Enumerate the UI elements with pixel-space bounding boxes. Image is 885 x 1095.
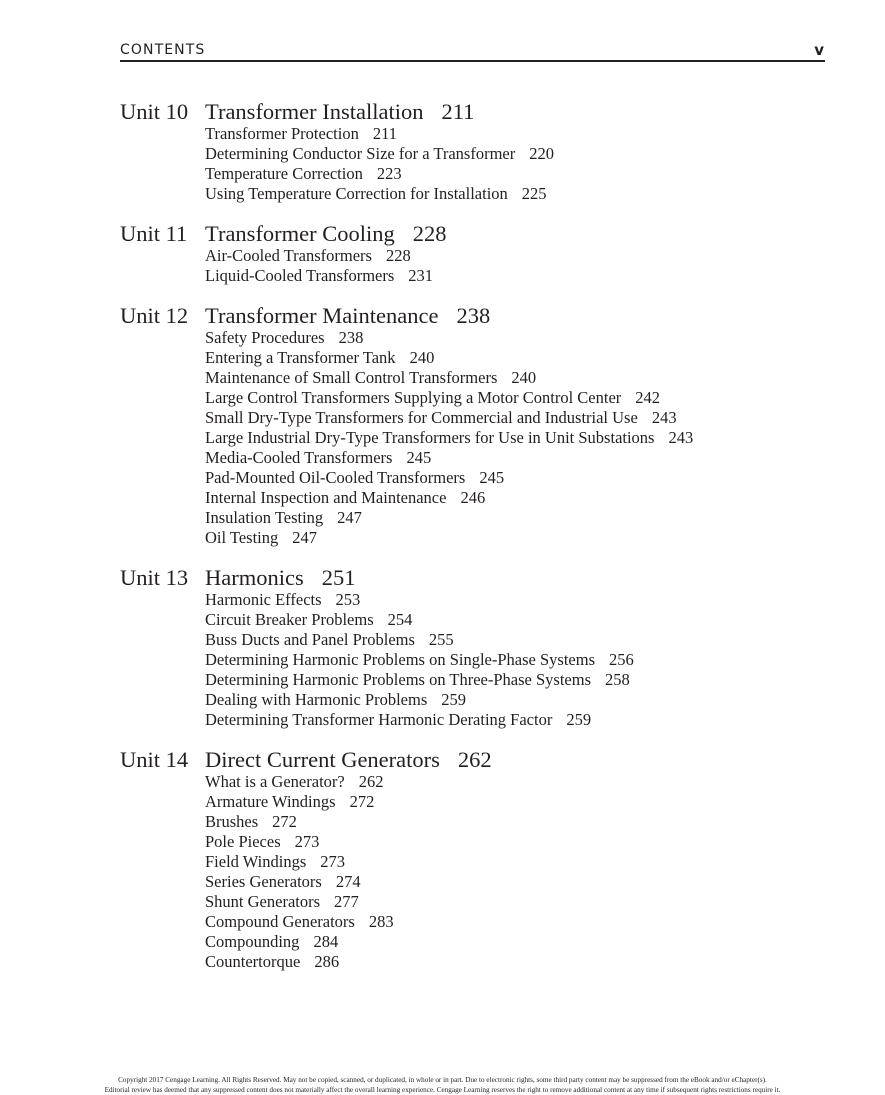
toc-entry [205,368,840,388]
unit-number: Unit 14 [120,747,189,772]
entry-title: Armature Windings [205,792,336,811]
toc-entry [205,792,840,812]
unit-page-number: 228 [412,221,447,246]
toc-entry [205,872,840,892]
entry-page-number: 253 [335,590,361,609]
entry-list [120,124,840,204]
toc-entry [205,932,840,952]
toc-unit [120,100,840,204]
entry-title: Determining Harmonic Problems on Single-Phase Systems [205,650,595,669]
entry-title: Dealing with Harmonic Problems [205,690,428,709]
entry-page-number: 211 [372,124,397,143]
unit-heading [120,566,840,590]
entry-page-number: 238 [338,328,364,347]
entry-page-number: 255 [428,630,454,649]
entry-page-number: 246 [460,488,486,507]
entry-page-number: 259 [566,710,592,729]
toc-entry [205,266,840,286]
entry-title: Insulation Testing [205,508,324,527]
entry-page-number: 277 [334,892,359,911]
entry-title: Harmonic Effects [205,590,322,609]
toc-entry [205,468,840,488]
entry-page-number: 247 [292,528,318,547]
entry-page-number: 242 [635,388,661,407]
entry-title: Air-Cooled Transformers [205,246,372,265]
copyright-notice [0,1075,885,1095]
entry-title: Safety Procedures [205,328,325,347]
unit-heading [120,222,840,246]
toc-entry [205,650,840,670]
entry-title: Temperature Correction [205,164,363,183]
toc-entry [205,710,840,730]
entry-title: Using Temperature Correction for Installation [205,184,508,203]
entry-page-number: 228 [385,246,411,265]
toc-entry [205,952,840,972]
unit-title-group [205,748,492,772]
entry-title: Determining Harmonic Problems on Three-Phase Systems [205,670,592,689]
unit-page-number: 262 [457,747,492,772]
unit-title-group [205,304,490,328]
entry-page-number: 272 [349,792,375,811]
unit-title-group [205,566,355,590]
unit-title: Direct Current Generators [205,747,440,772]
toc-entry [205,590,840,610]
entry-title: Large Control Transformers Supplying a Motor Control Center [205,388,622,407]
entry-title: Field Windings [205,852,307,871]
entry-page-number: 258 [605,670,630,689]
toc-unit [120,748,840,972]
unit-title: Transformer Cooling [205,221,395,246]
toc-entry [205,328,840,348]
unit-page-number: 211 [441,99,475,124]
toc-entry [205,690,840,710]
toc-entry [205,528,840,548]
toc-entry [205,348,840,368]
entry-list [120,328,840,548]
toc-entry [205,812,840,832]
unit-title: Transformer Installation [205,99,424,124]
entry-title: Media-Cooled Transformers [205,448,393,467]
toc-entry [205,448,840,468]
entry-page-number: 220 [529,144,554,163]
unit-title-group [205,100,474,124]
entry-page-number: 240 [409,348,435,367]
entry-page-number: 259 [441,690,467,709]
page-number: v [814,41,824,59]
entry-page-number: 247 [337,508,362,527]
toc-entry [205,912,840,932]
entry-page-number: 245 [479,468,505,487]
table-of-contents [120,100,840,972]
entry-title: Series Generators [205,872,322,891]
entry-title: Pole Pieces [205,832,281,851]
entry-page-number: 245 [406,448,432,467]
toc-entry [205,246,840,266]
entry-title: Buss Ducts and Panel Problems [205,630,415,649]
unit-number: Unit 10 [120,99,189,124]
entry-title: Pad-Mounted Oil-Cooled Transformers [205,468,466,487]
toc-unit [120,304,840,548]
unit-page-number: 238 [456,303,491,328]
entry-title: Large Industrial Dry-Type Transformers for Use in Unit Substations [205,428,655,447]
entry-page-number: 284 [313,932,339,951]
entry-page-number: 240 [511,368,537,387]
copyright-line-2: Editorial review has deemed that any suppressed content does not materially affect the overall learning experience. Cengage Learning reserves the right to remove additional content at any time if subsequent rights restrictions require it. [104,1086,781,1094]
toc-entry [205,144,840,164]
toc-entry [205,428,840,448]
entry-title: What is a Generator? [205,772,345,791]
entry-title: Oil Testing [205,528,279,547]
entry-title: Small Dry-Type Transformers for Commercial and Industrial Use [205,408,638,427]
toc-entry [205,772,840,792]
section-title: CONTENTS [120,42,206,58]
entry-title: Countertorque [205,952,301,971]
entry-title: Internal Inspection and Maintenance [205,488,447,507]
entry-title: Compound Generators [205,912,355,931]
entry-title: Determining Transformer Harmonic Derating Factor [205,710,553,729]
unit-heading [120,304,840,328]
entry-title: Maintenance of Small Control Transformers [205,368,498,387]
toc-unit [120,222,840,286]
toc-entry [205,630,840,650]
toc-entry [205,832,840,852]
entry-list [120,590,840,730]
entry-page-number: 286 [314,952,340,971]
entry-page-number: 262 [358,772,384,791]
entry-title: Brushes [205,812,259,831]
running-head [120,41,825,62]
toc-entry [205,388,840,408]
entry-page-number: 274 [335,872,361,891]
toc-entry [205,892,840,912]
toc-entry [205,610,840,630]
unit-number: Unit 12 [120,303,189,328]
unit-title-group [205,222,447,246]
entry-page-number: 273 [294,832,320,851]
entry-title: Compounding [205,932,300,951]
unit-heading [120,748,840,772]
entry-list [120,772,840,972]
unit-heading [120,100,840,124]
entry-page-number: 283 [368,912,394,931]
toc-entry [205,408,840,428]
copyright-line-1: Copyright 2017 Cengage Learning. All Rights Reserved. May not be copied, scanned, or duplicated, in whole or in part. Due to electronic rights, some third party content may be suppressed from the eBook and/or eChapter(s). [118,1076,767,1084]
entry-title: Circuit Breaker Problems [205,610,374,629]
entry-title: Entering a Transformer Tank [205,348,396,367]
toc-entry [205,488,840,508]
unit-number: Unit 11 [120,221,188,246]
entry-page-number: 273 [320,852,345,871]
toc-entry [205,852,840,872]
entry-page-number: 231 [408,266,434,285]
unit-page-number: 251 [321,565,356,590]
entry-page-number: 223 [376,164,402,183]
entry-page-number: 243 [668,428,694,447]
toc-entry [205,184,840,204]
toc-entry [205,508,840,528]
entry-page-number: 256 [609,650,634,669]
entry-page-number: 243 [651,408,677,427]
entry-page-number: 254 [387,610,413,629]
unit-title: Transformer Maintenance [205,303,439,328]
entry-title: Shunt Generators [205,892,321,911]
toc-entry [205,670,840,690]
entry-title: Liquid-Cooled Transformers [205,266,395,285]
unit-number: Unit 13 [120,565,189,590]
entry-page-number: 225 [521,184,547,203]
entry-title: Determining Conductor Size for a Transformer [205,144,516,163]
unit-title: Harmonics [205,565,304,590]
toc-entry [205,164,840,184]
entry-page-number: 272 [272,812,297,831]
toc-unit [120,566,840,730]
toc-entry [205,124,840,144]
entry-list [120,246,840,286]
entry-title: Transformer Protection [205,124,359,143]
